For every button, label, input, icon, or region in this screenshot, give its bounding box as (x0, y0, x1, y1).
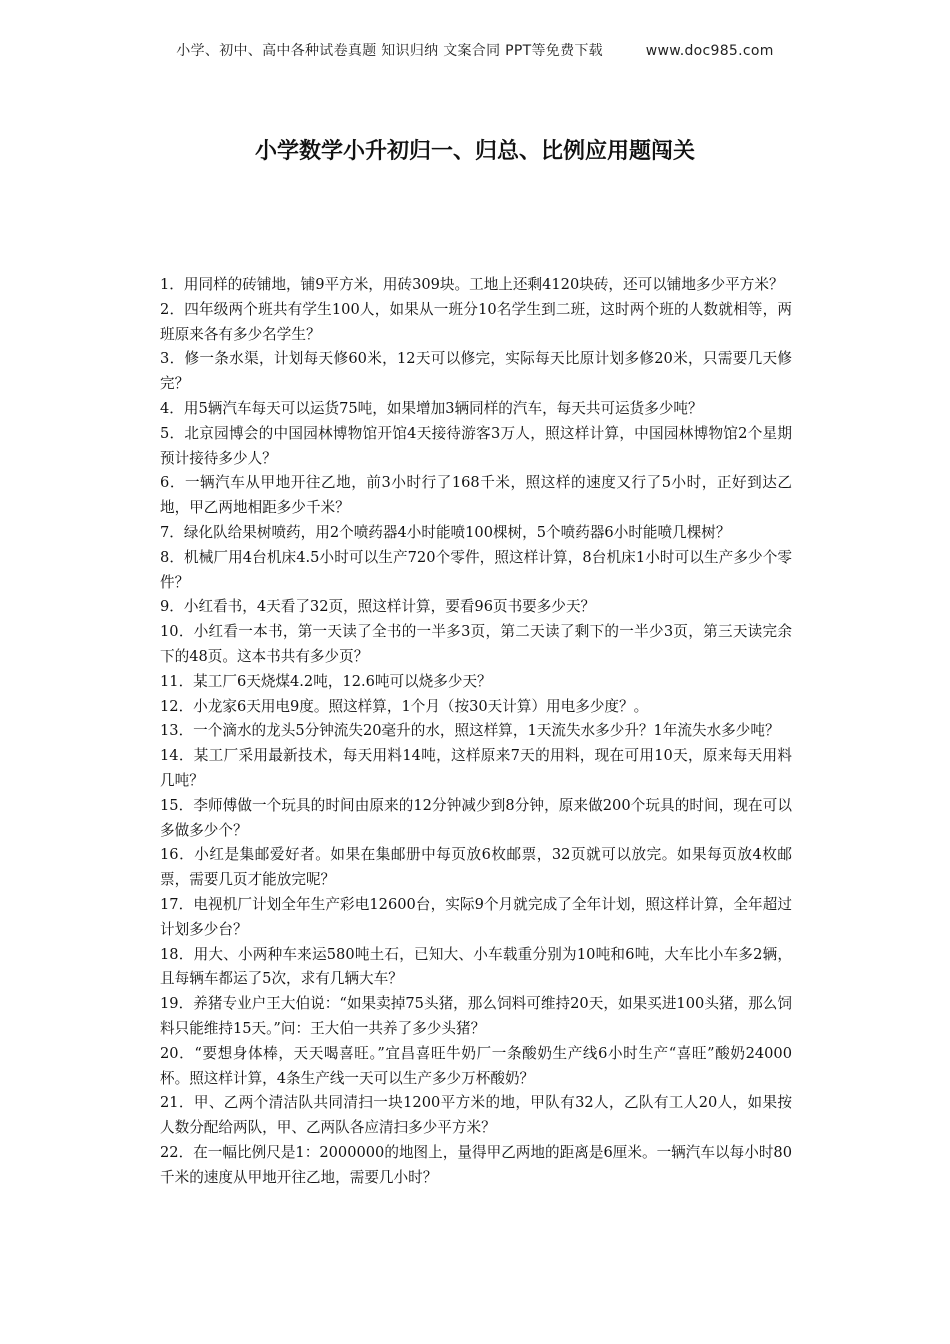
page-title: 小学数学小升初归一、归总、比例应用题闯关 (254, 139, 695, 164)
question-item: 12．小龙家6天用电9度。照这样算，1个月（按30天计算）用电多少度？。 (160, 697, 649, 715)
page-header (0, 40, 950, 60)
header-site[interactable]: www.doc985.com (645, 43, 774, 59)
question-item: 3．修一条水渠，计划每天修60米，12天可以修完，实际每天比原计划多修20米，只需要几天修完？ (160, 350, 792, 393)
question-item: 13．一个滴水的龙头5分钟流失20毫升的水，照这样算，1天流失水多少升？1年流失水多少吨？ (160, 722, 780, 740)
question-item: 8．机械厂用4台机床4.5小时可以生产720个零件，照这样计算，8台机床1小时可以生产多少个零件？ (160, 548, 792, 591)
question-list (160, 273, 792, 1190)
question-item: 22．在一幅比例尺是1：2000000的地图上，量得甲乙两地的距离是6厘米。一辆汽车以每小时80千米的速度从甲地开往乙地，需要几小时？ (160, 1143, 792, 1186)
question-item: 9．小红看书，4天看了32页，照这样计算，要看96页书要多少天？ (160, 598, 596, 616)
question-item: 21．甲、乙两个清洁队共同清扫一块1200平方米的地，甲队有32人，乙队有工人20人，如果按人数分配给两队，甲、乙两队各应清扫多少平方米？ (160, 1094, 792, 1137)
question-item: 17．电视机厂计划全年生产彩电12600台，实际9个月就完成了全年计划，照这样计算，全年超过计划多少台？ (160, 895, 792, 938)
question-item: 2．四年级两个班共有学生100人，如果从一班分10名学生到二班，这时两个班的人数就相等，两班原来各有多少名学生？ (160, 300, 792, 343)
header-text: 小学、初中、高中各种试卷真题 知识归纳 文案合同 PPT等免费下载 (176, 43, 603, 59)
question-item: 19．养猪专业户王大伯说：“如果卖掉75头猪，那么饲料可维持20天，如果买进100头猪，那么饲料只能维持15天。”问：王大伯一共养了多少头猪？ (160, 995, 792, 1037)
question-item: 6．一辆汽车从甲地开往乙地，前3小时行了168千米，照这样的速度又行了5小时，正好到达乙地，甲乙两地相距多少千米？ (160, 474, 792, 517)
question-item: 20．“要想身体棒，天天喝喜旺。”宜昌喜旺牛奶厂一条酸奶生产线6小时生产“喜旺”酸奶24000杯。照这样计算，4条生产线一天可以生产多少万杯酸奶？ (160, 1044, 792, 1087)
question-item: 14．某工厂采用最新技术，每天用料14吨，这样原来7天的用料，现在可用10天，原来每天用料几吨？ (160, 747, 792, 789)
question-item: 4．用5辆汽车每天可以运货75吨，如果增加3辆同样的汽车，每天共可运货多少吨？ (160, 399, 703, 417)
question-item: 5．北京园博会的中国园林博物馆开馆4天接待游客3万人，照这样计算，中国园林博物馆2个星期预计接待多少人？ (160, 424, 792, 467)
question-item: 11．某工厂6天烧煤4.2吨，12.6吨可以烧多少天？ (160, 672, 492, 690)
question-item: 15．李师傅做一个玩具的时间由原来的12分钟减少到8分钟，原来做200个玩具的时间，现在可以多做多少个？ (160, 796, 792, 839)
question-item: 16．小红是集邮爱好者。如果在集邮册中每页放6枚邮票，32页就可以放完。如果每页放4枚邮票，需要几页才能放完呢？ (160, 846, 792, 889)
question-item: 1．用同样的砖铺地，铺9平方米，用砖309块。工地上还剩4120块砖，还可以铺地多少平方米？ (160, 276, 784, 293)
question-item: 7．绿化队给果树喷药，用2个喷药器4小时能喷100棵树，5个喷药器6小时能喷几棵树？ (160, 523, 731, 541)
question-item: 18．用大、小两种车来运580吨土石，已知大、小车载重分别为10吨和6吨，大车比小车多2辆，且每辆车都运了5次，求有几辆大车？ (160, 945, 792, 988)
question-item: 10．小红看一本书，第一天读了全书的一半多3页，第二天读了剩下的一半少3页，第三天读完余下的48页。这本书共有多少页？ (160, 623, 792, 665)
